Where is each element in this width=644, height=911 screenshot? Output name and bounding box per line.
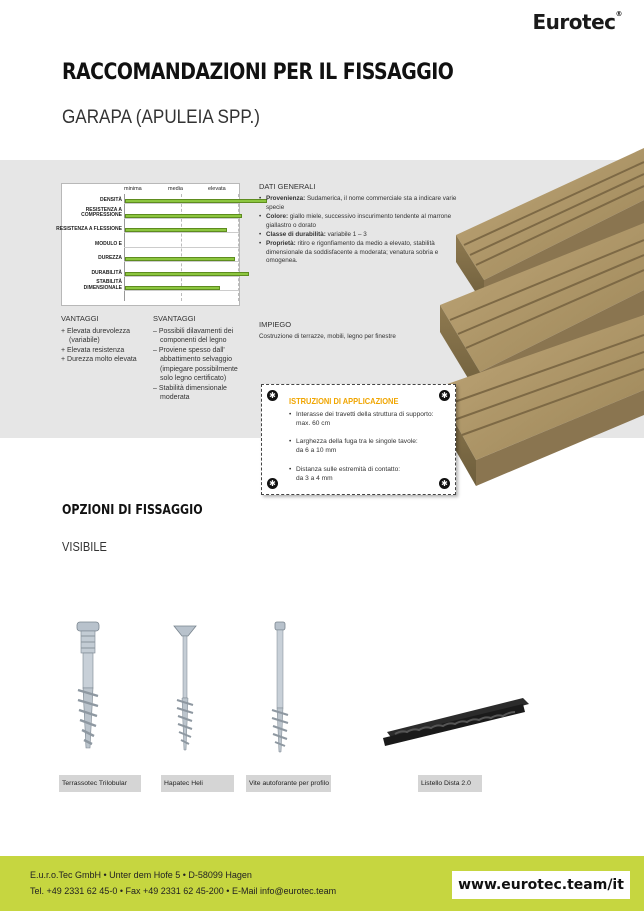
- chart-mid-line: [181, 194, 182, 301]
- chart-row-label-line: COMPRESSIONE: [81, 212, 122, 218]
- svantaggi-line: – Proviene spesso dall': [153, 346, 225, 354]
- dati-generali-title: DATI GENERALI: [259, 182, 316, 191]
- istruzioni-box: [261, 384, 456, 495]
- screw-icon: ✱: [267, 478, 278, 489]
- chart-row-line: [124, 276, 239, 277]
- chart-row-label-line: RESISTENZA A: [85, 206, 122, 213]
- chart-row-label: [98, 256, 122, 262]
- chart-bar: [125, 286, 220, 290]
- dati-label: Classe di durabilità:: [266, 231, 326, 239]
- chart-row-label-line: DIMENSIONALE: [83, 284, 122, 291]
- istruzioni-item: [289, 465, 449, 483]
- istruzioni-line: da 6 a 10 mm: [296, 447, 337, 455]
- garapa-boards-image: [436, 140, 644, 486]
- page-title: RACCOMANDAZIONI PER IL FISSAGGIO: [62, 60, 454, 85]
- dati-label: Colore:: [266, 213, 289, 221]
- footer-website-link[interactable]: www.eurotec.team/it: [452, 871, 630, 899]
- dati-item-proprieta: [259, 240, 459, 265]
- footer-address: E.u.r.o.Tec GmbH • Unter dem Hofe 5 • D-58099 Hagen: [30, 870, 252, 880]
- page-subtitle: GARAPA (APULEIA SPP.): [62, 107, 261, 128]
- svantaggi-column: [153, 314, 248, 403]
- dati-generali: [259, 183, 459, 267]
- chart-row-line: [124, 203, 239, 204]
- screw-icon: ✱: [439, 478, 450, 489]
- dati-label: Proprietà:: [266, 240, 296, 248]
- istruzioni-line: max. 60 cm: [296, 420, 331, 428]
- screw-icon: ✱: [267, 390, 278, 401]
- svantaggi-line: (impiegare possibilmente: [160, 365, 238, 373]
- chart-row-line: [124, 247, 239, 248]
- footer-contacts: Tel. +49 2331 62 45-0 • Fax +49 2331 62 45-200 • E-Mail info@eurotec.team: [30, 886, 337, 896]
- svantaggi-line: – Possibili dilavamenti dei: [153, 327, 234, 335]
- chart-row-label-line: STABILITÀ: [96, 279, 122, 285]
- vantaggi-column: [61, 314, 151, 365]
- svantaggi-line: componenti del legno: [160, 337, 227, 344]
- impiego-section: [259, 320, 396, 341]
- chart-bar: [125, 199, 267, 203]
- dati-text: giallo miele, successivo inscurimento tendente al marrone giallastro o dorato: [266, 213, 452, 229]
- listello-dista-image: [383, 690, 531, 750]
- chart-row-line: [124, 232, 239, 233]
- dati-text: Sudamerica, il nome commerciale sta a indicare varie specie: [266, 195, 457, 211]
- chart-header-minima: minima: [124, 186, 142, 192]
- vantaggi-line: + Elevata resistenza: [61, 346, 125, 354]
- chart-row-label: [100, 198, 122, 204]
- chart-row-label: [81, 208, 122, 219]
- vite-autoforante-screw-image: [268, 620, 292, 755]
- dati-label: Provenienza:: [266, 195, 306, 203]
- svantaggi-line: abbattimento selvaggio: [160, 356, 232, 363]
- istruzioni-line: Distanza sulle estremità di contatto:: [296, 466, 401, 473]
- chart-bar: [125, 272, 249, 276]
- product-label-terrassotec: Terrassotec Trilobular: [59, 775, 141, 792]
- chart-row-label-line: RESISTENZA A FLESSIONE: [56, 226, 122, 232]
- istruzioni-item: [289, 410, 449, 428]
- istruzioni-line: Larghezza della fuga tra le singole tavole:: [296, 438, 418, 445]
- terrassotec-trilobular-screw-image: [74, 620, 104, 755]
- impiego-text: Costruzione di terrazze, mobili, legno per finestre: [259, 333, 396, 340]
- product-label-vite-autoforante: Vite autoforante per profilo: [246, 775, 331, 792]
- chart-row-label-line: DUREZZA: [98, 255, 122, 261]
- vantaggi-line: + Elevata durevolezza: [61, 327, 131, 335]
- chart-max-line: [238, 194, 239, 301]
- product-label-hapatec: Hapatec Heli: [161, 775, 234, 792]
- svantaggi-line: moderata: [160, 394, 190, 401]
- vantaggi-line: (variabile): [69, 337, 100, 344]
- opzioni-title: OPZIONI DI FISSAGGIO: [62, 503, 203, 518]
- dati-text: ritiro e rigonfiamento da medio a elevato, stabilità dimensionale da soddisfacente a moderata; venatura sobria e omogenea.: [266, 240, 439, 265]
- chart-row-line: [124, 261, 239, 262]
- chart-row-label-line: DURABILITÀ: [91, 269, 122, 276]
- opzioni-subtitle: VISIBILE: [62, 539, 107, 554]
- chart-row-label-line: DENSITÀ: [100, 197, 122, 203]
- wood-property-chart: [56, 183, 240, 306]
- chart-row-label: [95, 242, 122, 248]
- svantaggi-line: solo legno certificato): [160, 375, 227, 382]
- eurotec-logo: [533, 10, 622, 34]
- chart-header-media: media: [168, 186, 183, 192]
- chart-row-line: [124, 290, 239, 291]
- hapatec-heli-screw-image: [172, 620, 198, 755]
- dati-item-durabilita: [259, 231, 459, 239]
- istruzioni-line: da 3 a 4 mm: [296, 475, 333, 483]
- chart-bar: [125, 257, 235, 261]
- product-label-listello-dista: Listello Dista 2.0: [418, 775, 482, 792]
- vantaggi-title: VANTAGGI: [61, 314, 99, 323]
- istruzioni-line: Interasse dei travetti della struttura di supporto:: [296, 411, 434, 418]
- chart-bar: [125, 228, 227, 232]
- istruzioni-item: [289, 437, 449, 455]
- logo-text: Eurotec: [532, 10, 616, 34]
- chart-header-elevata: elevata: [208, 186, 226, 192]
- svantaggi-title: SVANTAGGI: [153, 314, 196, 323]
- chart-row-line: [124, 218, 239, 219]
- screw-icon: ✱: [439, 390, 450, 401]
- istruzioni-title: ISTRUZIONI DI APPLICAZIONE: [289, 396, 399, 406]
- vantaggi-line: + Durezza molto elevata: [61, 356, 137, 363]
- chart-row-label: [84, 280, 122, 291]
- dati-item-colore: [259, 213, 459, 230]
- dati-item-provenienza: [259, 195, 459, 212]
- chart-row-label: [56, 227, 122, 233]
- dati-text: variabile 1 – 3: [327, 231, 367, 239]
- chart-bar: [125, 214, 242, 218]
- chart-axis-line: [124, 194, 125, 301]
- chart-row-label-line: MODULO E: [95, 240, 122, 247]
- registered-mark: ®: [615, 10, 622, 18]
- impiego-title: IMPIEGO: [259, 320, 292, 329]
- chart-row-label: [91, 271, 122, 277]
- svantaggi-line: – Stabilità dimensionale: [153, 384, 227, 392]
